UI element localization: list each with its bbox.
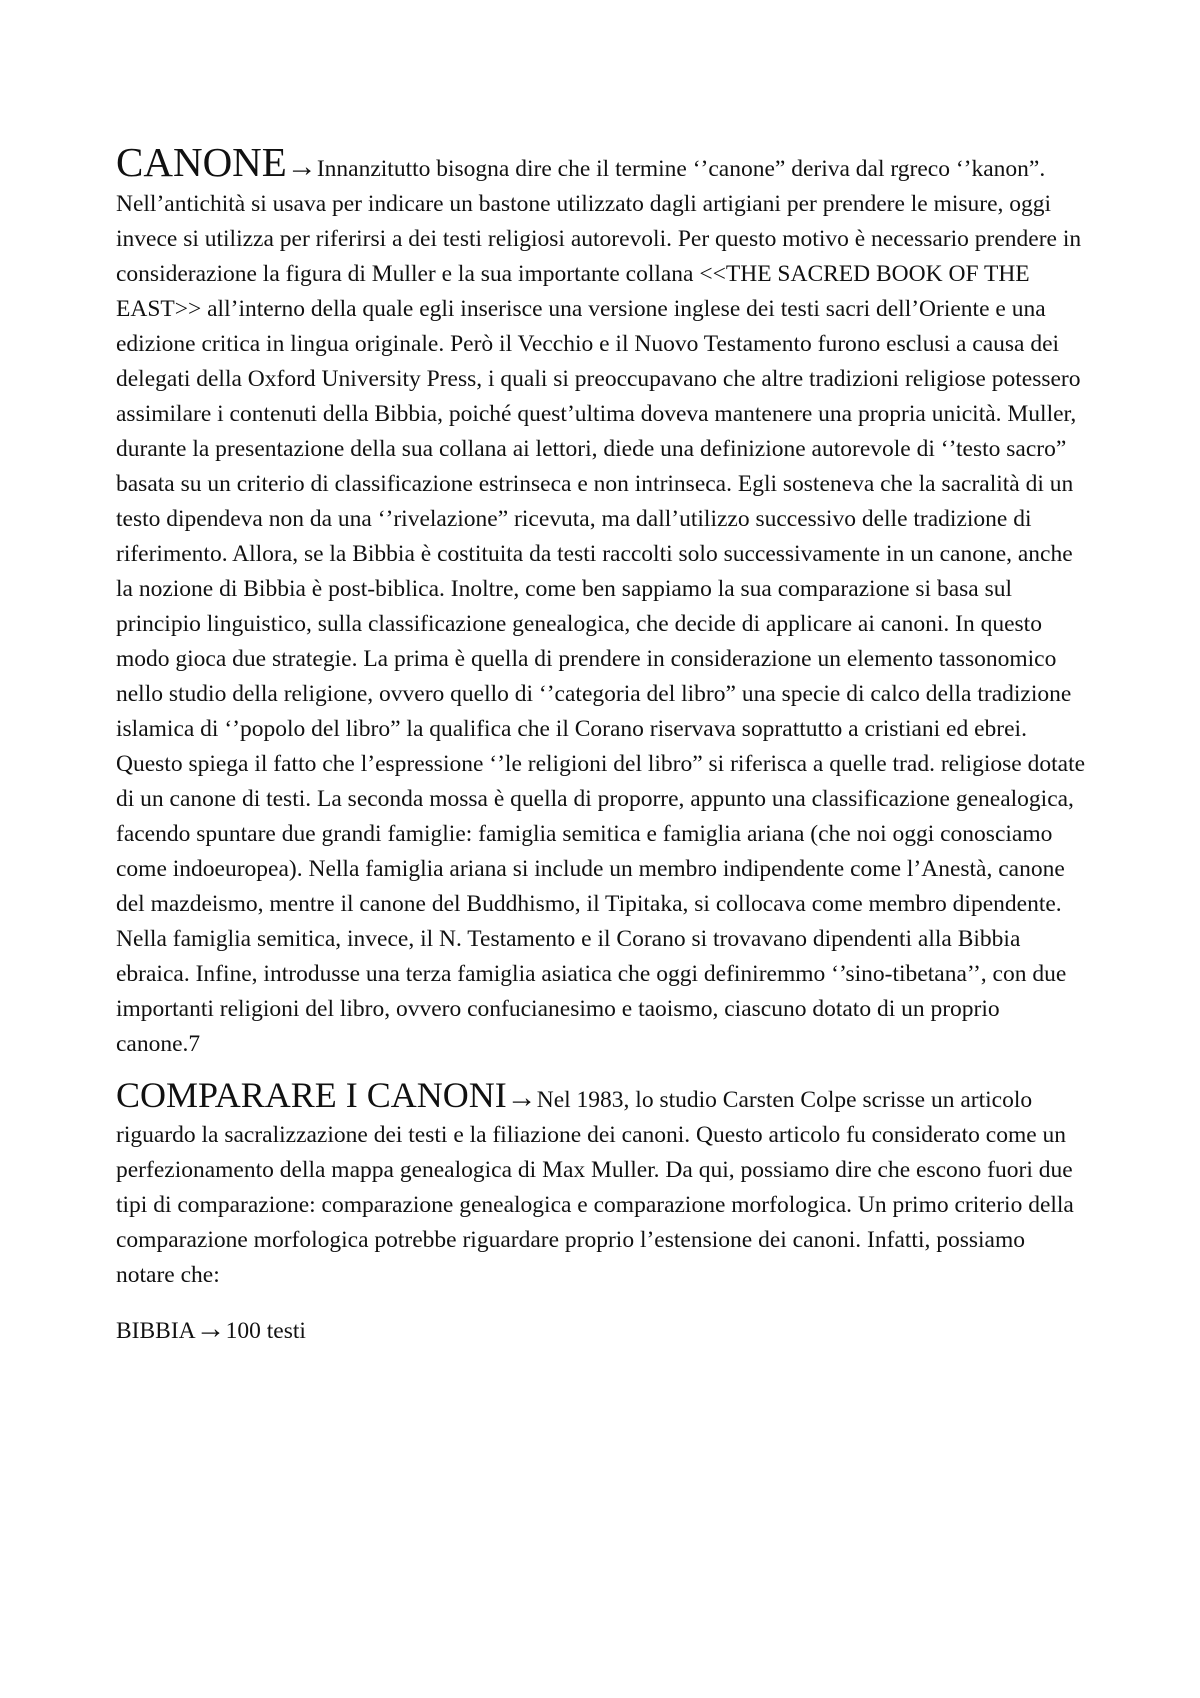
document-page bbox=[116, 139, 1086, 1349]
section-canone bbox=[116, 139, 1086, 1062]
section-heading: CANONE bbox=[116, 139, 287, 185]
section-body: Nel 1983, lo studio Carsten Colpe scrisse un articolo riguardo la sacralizzazione dei testi e la filiazione dei canoni. Questo articolo fu considerato come un perfezionamento della mappa genealogica di Max Muller. Da qui, possiamo dire che escono fuori due tipi di comparazione: comparazione genealogica e comparazione morfologica. Un primo criterio della comparazione morfologica potrebbe riguardare proprio l’estensione dei canoni. Infatti, possiamo notare che: bbox=[116, 1087, 1074, 1288]
list-item-label: BIBBIA bbox=[116, 1318, 196, 1344]
section-body: Innanzitutto bisogna dire che il termine ‘’canone” deriva dal rgreco ‘’kanon”. Nell’antichità si usava per indicare un bastone utilizzato dagli artigiani per prendere le misure, oggi invece si utilizza per riferirsi a dei testi religiosi autorevoli. Per questo motivo è necessario prendere in considerazione la figura di Muller e la sua importante collana <<THE SACRED BOOK OF THE EAST>> all’interno della quale egli inserisce una versione inglese dei testi sacri dell’Oriente e una edizione critica in lingua originale. Però il Vecchio e il Nuovo Testamento furono esclusi a causa dei delegati della Oxford University Press, i quali si preoccupavano che altre tradizioni religiose potessero assimilare i contenuti della Bibbia, poiché quest’ultima doveva mantenere una propria unicità. Muller, durante la presentazione della sua collana ai lettori, diede una definizione autorevole di ‘’testo sacro” basata su un criterio di classificazione estrinseca e non intrinseca. Egli sosteneva che la sacralità di un testo dipendeva non da una ‘’rivelazione” ricevuta, ma dall’utilizzo successivo delle tradizione di riferimento. Allora, se la Bibbia è costituita da testi raccolti solo successivamente in un canone, anche la nozione di Bibbia è post-biblica. Inoltre, come ben sappiamo la sua comparazione si basa sul principio linguistico, sulla classificazione genealogica, che decide di applicare ai canoni. In questo modo gioca due strategie. La prima è quella di prendere in considerazione un elemento tassonomico nello studio della religione, ovvero quello di ‘’categoria del libro” una specie di calco della tradizione islamica di ‘’popolo del libro” la qualifica che il Corano riservava soprattutto a cristiani ed ebrei. Questo spiega il fatto che l’espressione ‘’le religioni del libro” si riferisca a quelle trad. religiose dotate di un canone di testi. La seconda mossa è quella di proporre, appunto una classificazione genealogica, facendo spuntare due grandi famiglie: famiglia semitica e famiglia ariana (che noi oggi conosciamo come indoeuropea). Nella famiglia ariana si include un membro indipendente come l’Anestà, canone del mazdeismo, mentre il canone del Buddhismo, il Tipitaka, si collocava come membro dipendente. Nella famiglia semitica, invece, il N. Testamento e il Corano si trovavano dipendenti alla Bibbia ebraica. Infine, introdusse una terza famiglia asiatica che oggi definiremmo ‘’sino-tibetana’’, con due importanti religioni del libro, ovvero confucianesimo e taoismo, ciascuno dotato di un proprio canone.7 bbox=[116, 156, 1086, 1057]
section-comparare-i-canoni bbox=[116, 1075, 1086, 1293]
list-item-value: 100 testi bbox=[225, 1318, 306, 1344]
arrow-right-icon: → bbox=[286, 150, 317, 183]
section-heading: COMPARARE I CANONI bbox=[116, 1075, 507, 1115]
list-item bbox=[116, 1311, 1086, 1349]
arrow-right-icon: → bbox=[195, 1312, 226, 1345]
arrow-right-icon: → bbox=[506, 1081, 537, 1114]
